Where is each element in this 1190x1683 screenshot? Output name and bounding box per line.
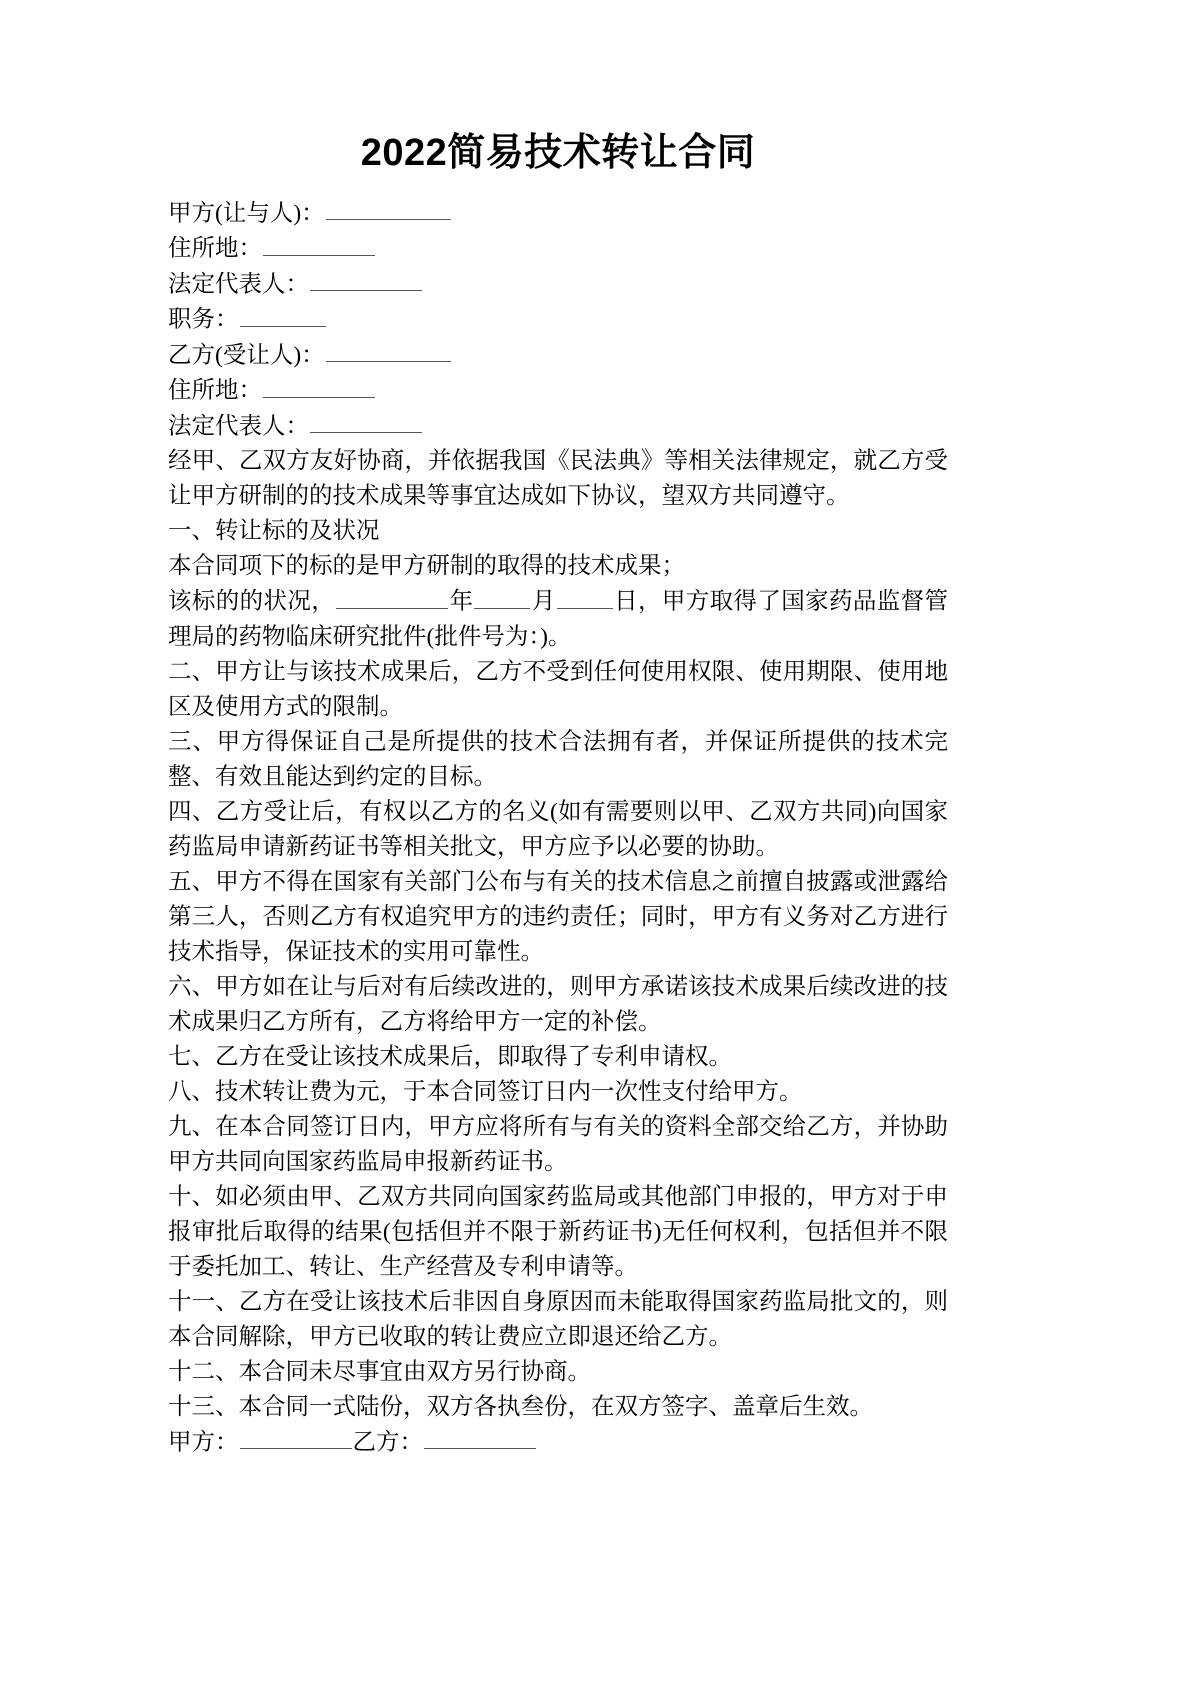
fill-in-blank[interactable]: [263, 373, 375, 398]
field-line-party-b-legal-rep: [168, 409, 948, 445]
fill-in-blank[interactable]: [310, 409, 422, 434]
fill-in-blank-month[interactable]: [474, 584, 530, 609]
fill-in-blank[interactable]: [326, 196, 451, 221]
field-label: 住所地：: [168, 235, 262, 262]
unit-year: 年: [449, 588, 474, 615]
status-prefix: 该标的的状况，: [168, 588, 336, 615]
field-line-party-a-address: [168, 231, 948, 267]
signature-blank-party-b[interactable]: [424, 1425, 536, 1450]
field-label: 职务：: [168, 306, 239, 333]
fill-in-blank-year[interactable]: [336, 584, 448, 609]
clause-9: 九、在本合同签订日内，甲方应将所有与有关的资料全部交给乙方，并协助甲方共同向国家药监局申报新药证书。: [168, 1113, 948, 1175]
section-one-line-1: 本合同项下的标的是甲方研制的取得的技术成果；: [168, 553, 685, 579]
field-label: 乙方(受让人)：: [168, 342, 325, 368]
field-line-party-a-legal-rep: [168, 267, 948, 303]
field-line-party-b-name: [168, 338, 948, 374]
signature-label-party-a: 甲方：: [168, 1429, 239, 1455]
fill-in-blank-day[interactable]: [557, 584, 613, 609]
clause-2: 二、甲方让与该技术成果后，乙方不受到任何使用权限、使用期限、使用地区及使用方式的限制。: [168, 658, 948, 720]
section-one-heading: 一、转让标的及状况: [168, 518, 380, 544]
preamble-paragraph: 经甲、乙双方友好协商，并依据我国《民法典》等相关法律规定，就乙方受让甲方研制的的技术成果等事宜达成如下协议，望双方共同遵守。: [168, 448, 948, 509]
signature-line: [168, 1425, 948, 1461]
field-line-party-a-name: [168, 196, 948, 232]
unit-month: 月: [531, 588, 556, 615]
clause-3: 三、甲方得保证自己是所提供的技术合法拥有者，并保证所提供的技术完整、有效且能达到约定的目标。: [168, 728, 948, 790]
field-label: 住所地：: [168, 377, 262, 404]
signature-label-party-b: 乙方：: [352, 1429, 423, 1455]
fill-in-blank[interactable]: [240, 302, 326, 327]
clause-6: 六、甲方如在让与后对有后续改进的，则甲方承诺该技术成果后续改进的技术成果归乙方所有，乙方将给甲方一定的补偿。: [168, 973, 948, 1035]
clause-12: 十二、本合同未尽事宜由双方另行协商。: [168, 1358, 591, 1385]
clause-5: 五、甲方不得在国家有关部门公布与有关的技术信息之前擅自披露或泄露给第三人，否则乙方有权追究甲方的违约责任；同时，甲方有义务对乙方进行技术指导，保证技术的实用可靠性。: [168, 868, 948, 965]
status-suffix: 日，甲方取得了国家药品监督管理局的药物临床研究批件(批件号为：)。: [168, 588, 949, 650]
fill-in-blank[interactable]: [263, 231, 375, 256]
clause-4: 四、乙方受让后，有权以乙方的名义(如有需要则以甲、乙双方共同)向国家药监局申请新药证书等相关批文，甲方应予以必要的协助。: [168, 798, 948, 860]
field-line-party-a-position: [168, 302, 948, 338]
clause-8: 八、技术转让费为元，于本合同签订日内一次性支付给甲方。: [168, 1078, 803, 1105]
field-line-party-b-address: [168, 373, 948, 409]
fill-in-blank[interactable]: [326, 338, 451, 363]
clause-13: 十三、本合同一式陆份，双方各执叁份，在双方签字、盖章后生效。: [168, 1393, 873, 1420]
field-label: 法定代表人：: [168, 271, 309, 297]
field-label: 法定代表人：: [168, 413, 309, 439]
signature-blank-party-a[interactable]: [240, 1425, 352, 1450]
section-one-status-line: [168, 584, 948, 655]
document-content: [168, 130, 948, 1460]
field-label: 甲方(让与人)：: [168, 200, 325, 226]
clause-11: 十一、乙方在受让该技术后非因自身原因而未能取得国家药监局批文的，则本合同解除，甲方已收取的转让费应立即退还给乙方。: [168, 1288, 948, 1350]
page-title: 2022简易技术转让合同: [360, 132, 756, 174]
fill-in-blank[interactable]: [310, 267, 422, 292]
clause-10: 十、如必须由甲、乙双方共同向国家药监局或其他部门申报的，甲方对于申报审批后取得的结果(包括但并不限于新药证书)无任何权利，包括但并不限于委托加工、转让、生产经营及专利申请等。: [168, 1183, 948, 1280]
clause-7: 七、乙方在受让该技术成果后，即取得了专利申请权。: [168, 1043, 732, 1070]
